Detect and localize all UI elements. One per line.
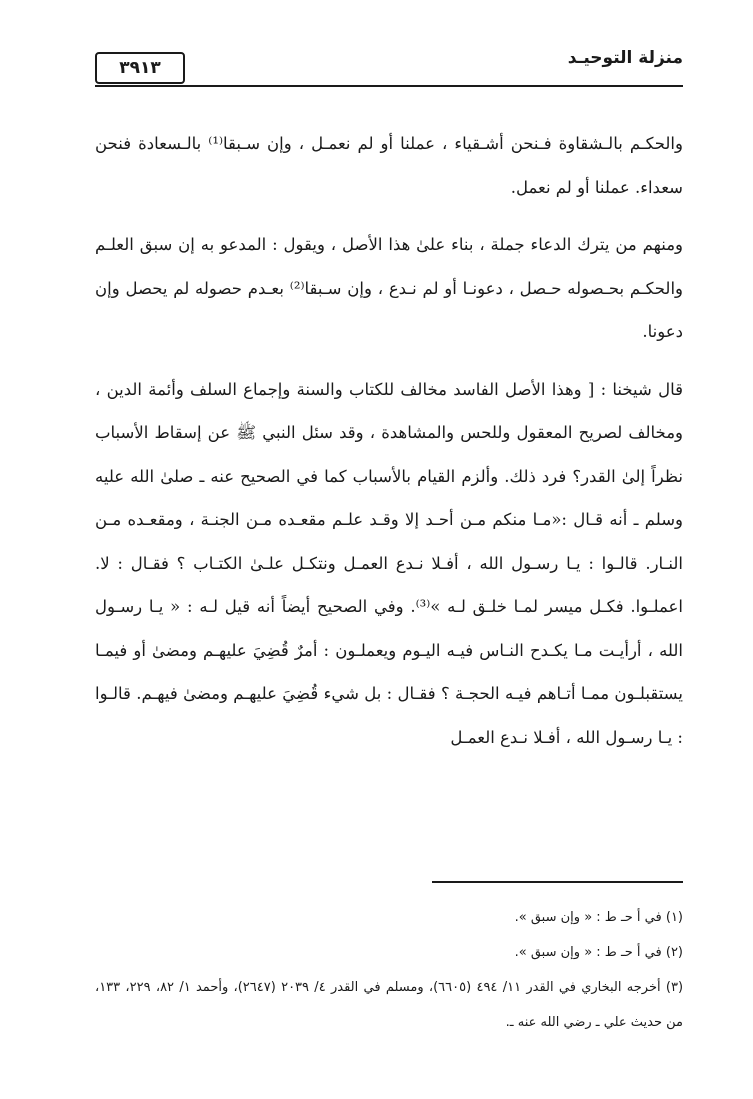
footnote-separator [432, 881, 683, 883]
footnotes [95, 900, 683, 1040]
page-header [95, 48, 683, 88]
page-number: ٣٩١٣ [95, 52, 185, 84]
running-title: منزلة التوحيـد [567, 48, 683, 68]
main-text [95, 122, 683, 759]
paragraph: والحكـم بالـشقاوة فـنحن أشـقياء ، عملنا أو لم نعمـل ، وإن سـبقا⁽¹⁾ بالـسعادة فنحن سعداء. عملنا أو لم نعمل. [95, 134, 683, 197]
paragraph: ومنهم من يترك الدعاء جملة ، بناء علىٰ هذا الأصل ، ويقول : المدعو به إن سبق العلـم والحكـم بحـصوله حـصل ، دعونـا أو لم نـدع ، وإن سـبقا⁽²⁾ بعـدم حصوله لم يحصل وإن دعونا. [95, 235, 683, 341]
header-rule [95, 85, 683, 87]
paragraph: قال شيخنا : [ وهذا الأصل الفاسد مخالف للكتاب والسنة وإجماع السلف وأئمة الدين ، ومخالف لصريح المعقول وللحس والمشاهدة ، وقد سئل النبي ﷺ عن إسقاط الأسباب نظراً إلىٰ القدر؟ فرد ذلك. وألزم القيام بالأسباب كما في الصحيح عنه ـ صلىٰ الله عليه وسلم ـ أنه قـال :«مـا منكم مـن أحـد إلا وقـد علـم مقعـده مـن الجنـة ، ومقعـده مـن النـار. قالـوا : يـا رسـول الله ، أفـلا نـدع العمـل ونتكـل علـىٰ الكتـاب ؟ فقـال : لا. اعملـوا. فكـل ميسر لمـا خلـق لـه »⁽³⁾. وفي الصحيح أيضاً أنه قيل لـه : « يـا رسـول الله ، أرأيـت مـا يكـدح النـاس فيـه اليـوم ويعملـون : أمرٌ قُضِيَ عليهـم ومضىٰ أو فيمـا يستقبلـون ممـا أتـاهم فيـه الحجـة ؟ فقـال : بل شيء قُضِيَ عليهـم ومضىٰ فيهـم. قالـوا : يـا رسـول الله ، أفـلا نـدع العمـل [95, 379, 683, 747]
footnote: (٢) في أ حـ ط : « وإن سبق ». [514, 945, 683, 960]
footnote: (١) في أ حـ ط : « وإن سبق ». [514, 910, 683, 925]
footnote: (٣) أخرجه البخاري في القدر ١١/ ٤٩٤ (٦٦٠٥)، ومسلم في القدر ٤/ ٢٠٣٩ (٢٦٤٧)، وأحمد ١/ ٨٢، ٢٢٩، ١٣٣، من حديث علي ـ رضي الله عنه ـ. [95, 980, 684, 1030]
